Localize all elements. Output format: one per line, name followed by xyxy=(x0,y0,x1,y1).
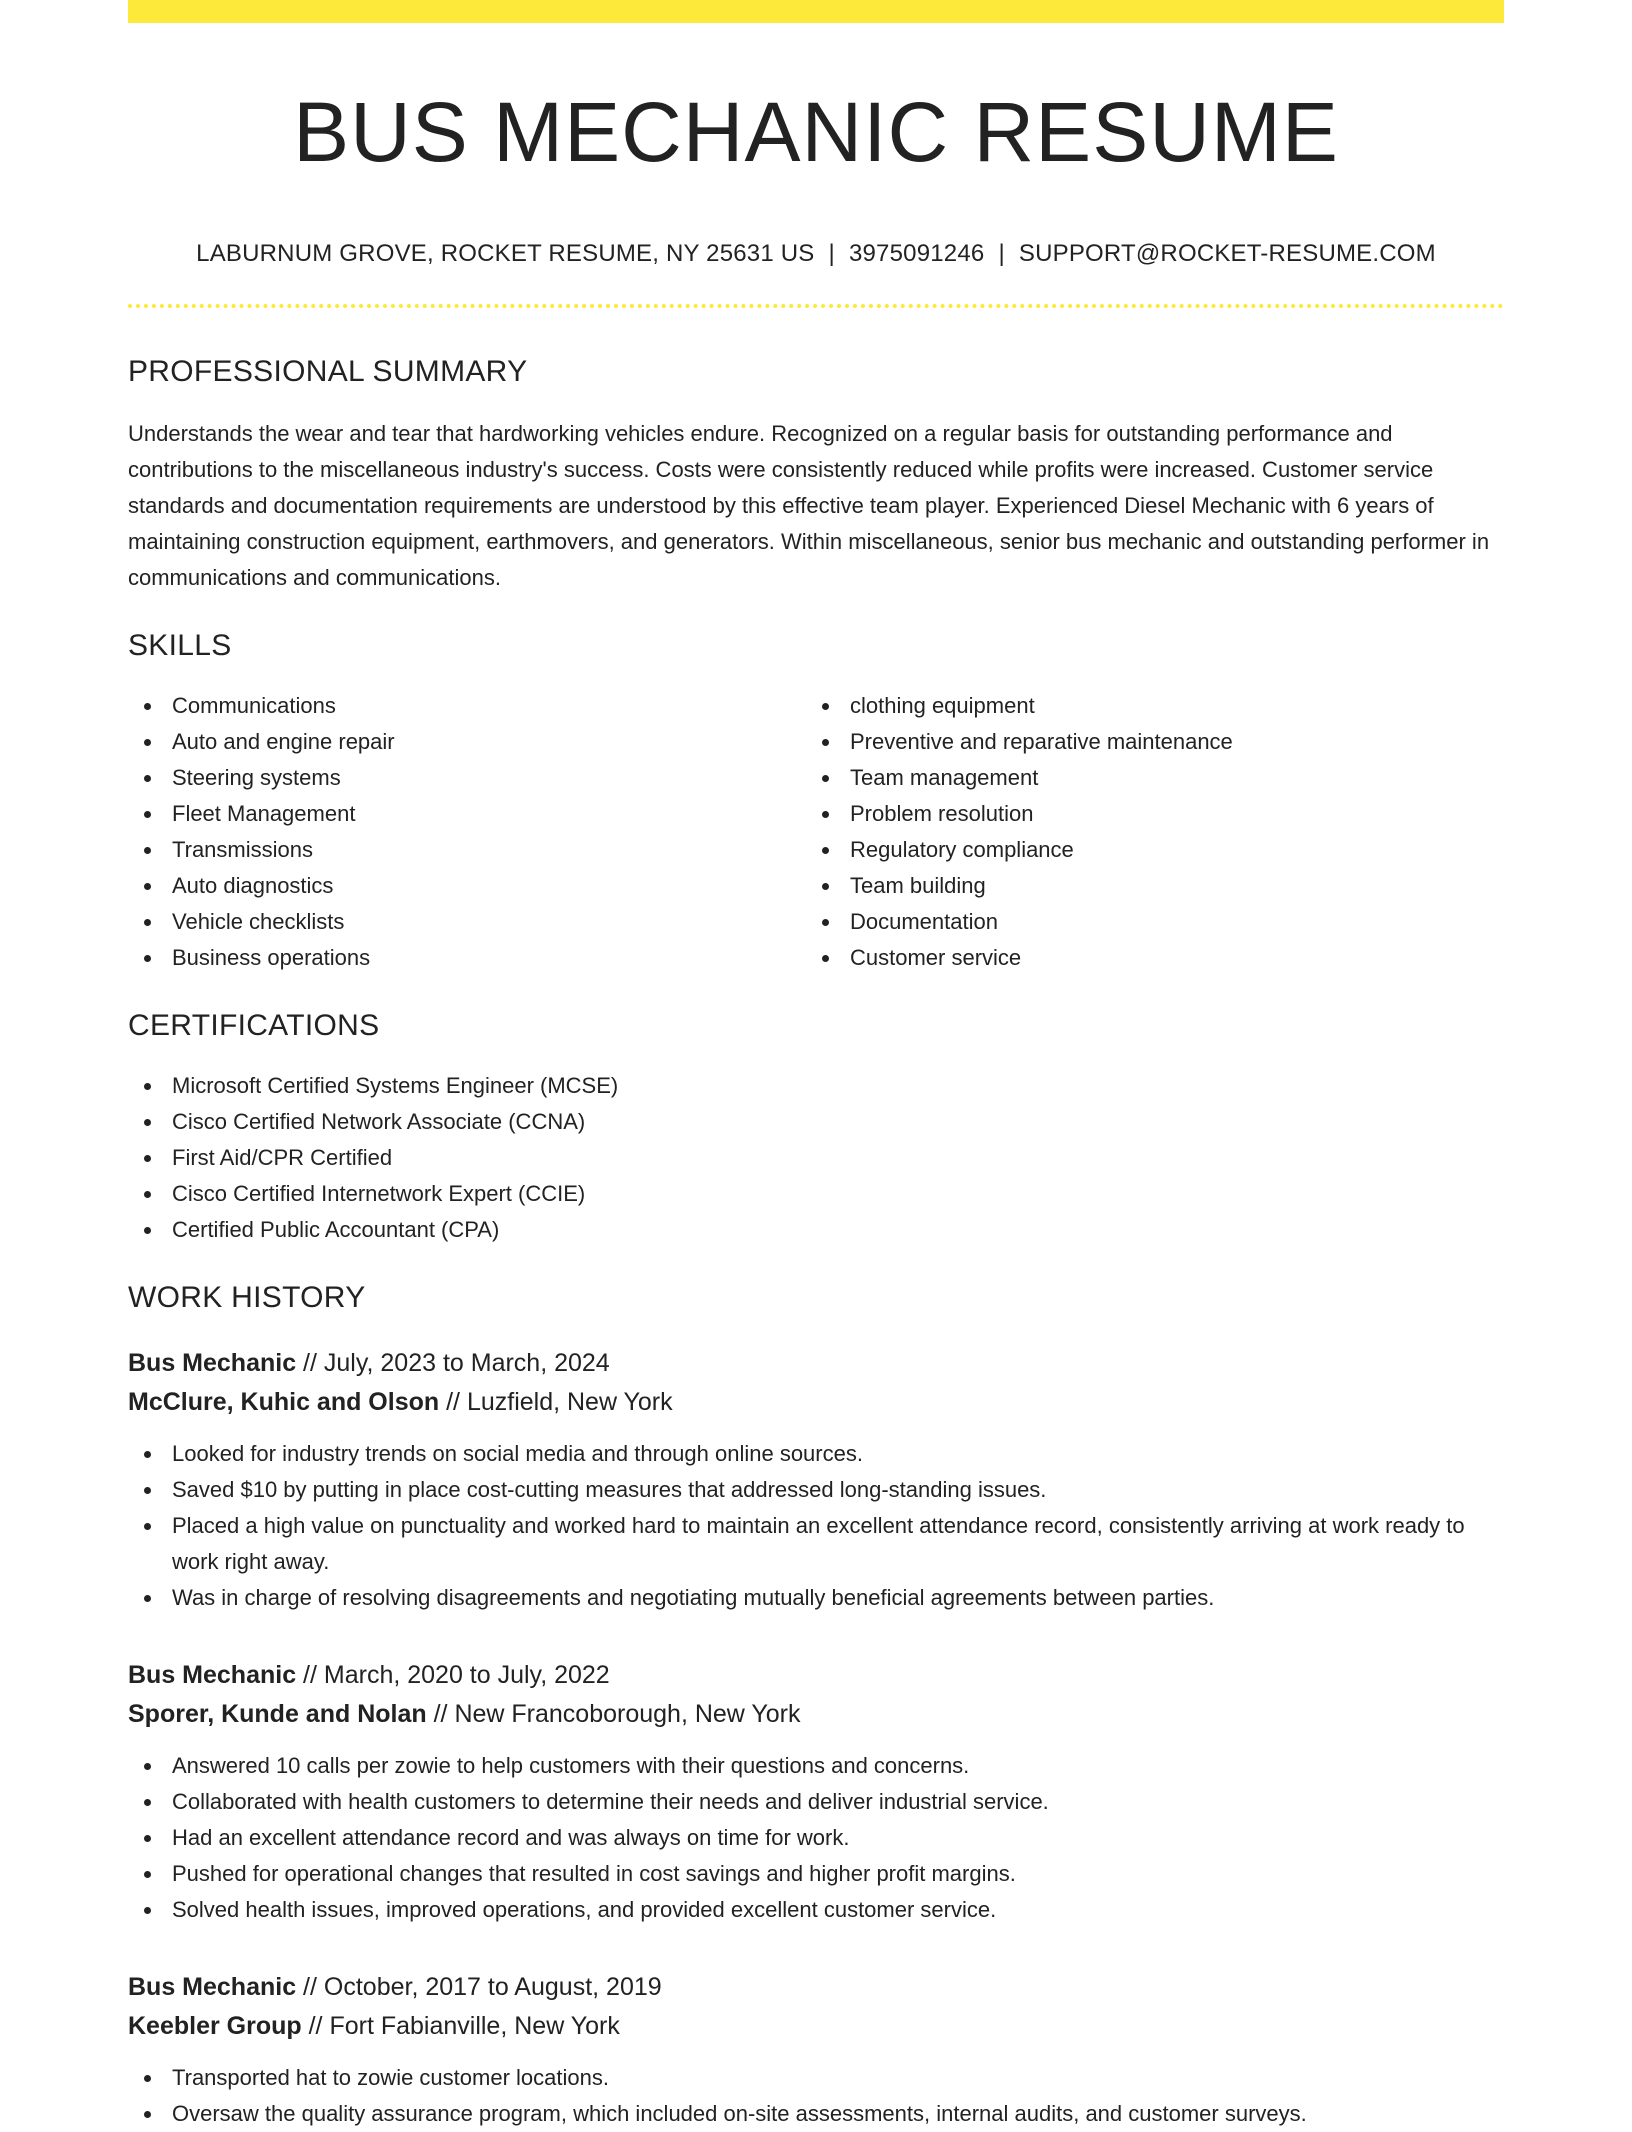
skill-item: Business operations xyxy=(128,940,806,976)
job-company-line xyxy=(128,2007,1504,2046)
skill-item: Preventive and reparative maintenance xyxy=(806,724,1484,760)
job-entry xyxy=(128,1344,1504,1616)
job-duty-item: Looked for industry trends on social media and through online sources. xyxy=(128,1436,1504,1472)
job-duty-item: Saved $10 by putting in place cost-cutting measures that addressed long-standing issues. xyxy=(128,1472,1504,1508)
job-duty-item: Had an excellent attendance record and was always on time for work. xyxy=(128,1820,1504,1856)
job-dates: // October, 2017 to August, 2019 xyxy=(296,1973,662,2001)
contact-phone: 3975091246 xyxy=(848,240,985,267)
contact-line xyxy=(128,239,1504,269)
skills-list-left xyxy=(128,688,806,976)
contact-separator: | xyxy=(828,240,835,267)
contact-address: LABURNUM GROVE, ROCKET RESUME, NY 25631 US xyxy=(196,240,815,267)
job-location: // Luzfield, New York xyxy=(439,1388,673,1416)
summary-text: Understands the wear and tear that hardworking vehicles endure. Recognized on a regular basis for outstanding performance and contributions to the miscellaneous industry's success. Costs were consistently reduced while profits were increased. Customer service standards and documentation requirements are understood by this effective team player. Experienced Diesel Mechanic with 6 years of maintaining construction equipment, earthmovers, and generators. Within miscellaneous, senior bus mechanic and outstanding performer in communications and communications. xyxy=(128,421,1490,590)
job-company: McClure, Kuhic and Olson xyxy=(128,1388,440,1416)
job-role: Bus Mechanic xyxy=(128,1973,297,2001)
job-company: Keebler Group xyxy=(128,2012,302,2040)
job-duties-list xyxy=(128,2060,1504,2132)
job-dates: // March, 2020 to July, 2022 xyxy=(296,1661,610,1689)
job-role: Bus Mechanic xyxy=(128,1349,297,1377)
resume-title: BUS MECHANIC RESUME xyxy=(293,85,1339,179)
skill-item: Team building xyxy=(806,868,1484,904)
skills-columns xyxy=(128,688,1504,976)
certifications-list xyxy=(128,1068,1504,1248)
skills-list-right xyxy=(806,688,1484,976)
job-entry xyxy=(128,1656,1504,1928)
job-duties-list xyxy=(128,1436,1504,1616)
job-role-line xyxy=(128,1968,1504,2007)
contact-separator: | xyxy=(998,240,1005,267)
skill-item: Steering systems xyxy=(128,760,806,796)
skill-item: Auto and engine repair xyxy=(128,724,806,760)
certification-item: Cisco Certified Internetwork Expert (CCIE) xyxy=(128,1176,1504,1212)
skill-item: Problem resolution xyxy=(806,796,1484,832)
skill-item: Fleet Management xyxy=(128,796,806,832)
job-duty-item: Pushed for operational changes that resulted in cost savings and higher profit margins. xyxy=(128,1856,1504,1892)
resume-page xyxy=(128,0,1504,2132)
accent-top-bar xyxy=(128,0,1504,23)
job-duty-item: Collaborated with health customers to determine their needs and deliver industrial service. xyxy=(128,1784,1504,1820)
job-duty-item: Transported hat to zowie customer locations. xyxy=(128,2060,1504,2096)
job-duty-item: Answered 10 calls per zowie to help customers with their questions and concerns. xyxy=(128,1748,1504,1784)
certification-item: Microsoft Certified Systems Engineer (MCSE) xyxy=(128,1068,1504,1104)
job-duty-item: Was in charge of resolving disagreements and negotiating mutually beneficial agreements between parties. xyxy=(128,1580,1504,1616)
summary-heading: PROFESSIONAL SUMMARY xyxy=(128,355,528,388)
job-role-line xyxy=(128,1656,1504,1695)
skill-item: Team management xyxy=(806,760,1484,796)
skills-heading: SKILLS xyxy=(128,629,232,662)
job-role: Bus Mechanic xyxy=(128,1661,297,1689)
job-duty-item: Placed a high value on punctuality and worked hard to maintain an excellent attendance record, consistently arriving at work ready to work right away. xyxy=(128,1508,1504,1580)
skill-item: Transmissions xyxy=(128,832,806,868)
certifications-heading: CERTIFICATIONS xyxy=(128,1009,380,1042)
skill-item: Vehicle checklists xyxy=(128,904,806,940)
dotted-divider xyxy=(128,304,1504,308)
skill-item: Regulatory compliance xyxy=(806,832,1484,868)
certification-item: Certified Public Accountant (CPA) xyxy=(128,1212,1504,1248)
job-duty-item: Solved health issues, improved operations, and provided excellent customer service. xyxy=(128,1892,1504,1928)
certification-item: First Aid/CPR Certified xyxy=(128,1140,1504,1176)
job-duties-list xyxy=(128,1748,1504,1928)
skill-item: Customer service xyxy=(806,940,1484,976)
job-company-line xyxy=(128,1695,1504,1734)
job-role-line xyxy=(128,1344,1504,1383)
job-company-line xyxy=(128,1383,1504,1422)
job-entry xyxy=(128,1968,1504,2132)
work-history-heading: WORK HISTORY xyxy=(128,1281,366,1314)
skill-item: clothing equipment xyxy=(806,688,1484,724)
skill-item: Communications xyxy=(128,688,806,724)
job-dates: // July, 2023 to March, 2024 xyxy=(296,1349,610,1377)
certification-item: Cisco Certified Network Associate (CCNA) xyxy=(128,1104,1504,1140)
contact-email: SUPPORT@ROCKET-RESUME.COM xyxy=(1018,240,1436,267)
skill-item: Documentation xyxy=(806,904,1484,940)
job-location: // Fort Fabianville, New York xyxy=(301,2012,620,2040)
skill-item: Auto diagnostics xyxy=(128,868,806,904)
job-duty-item: Oversaw the quality assurance program, which included on-site assessments, internal audits, and customer surveys. xyxy=(128,2096,1504,2132)
job-location: // New Francoborough, New York xyxy=(426,1700,801,1728)
job-company: Sporer, Kunde and Nolan xyxy=(128,1700,427,1728)
